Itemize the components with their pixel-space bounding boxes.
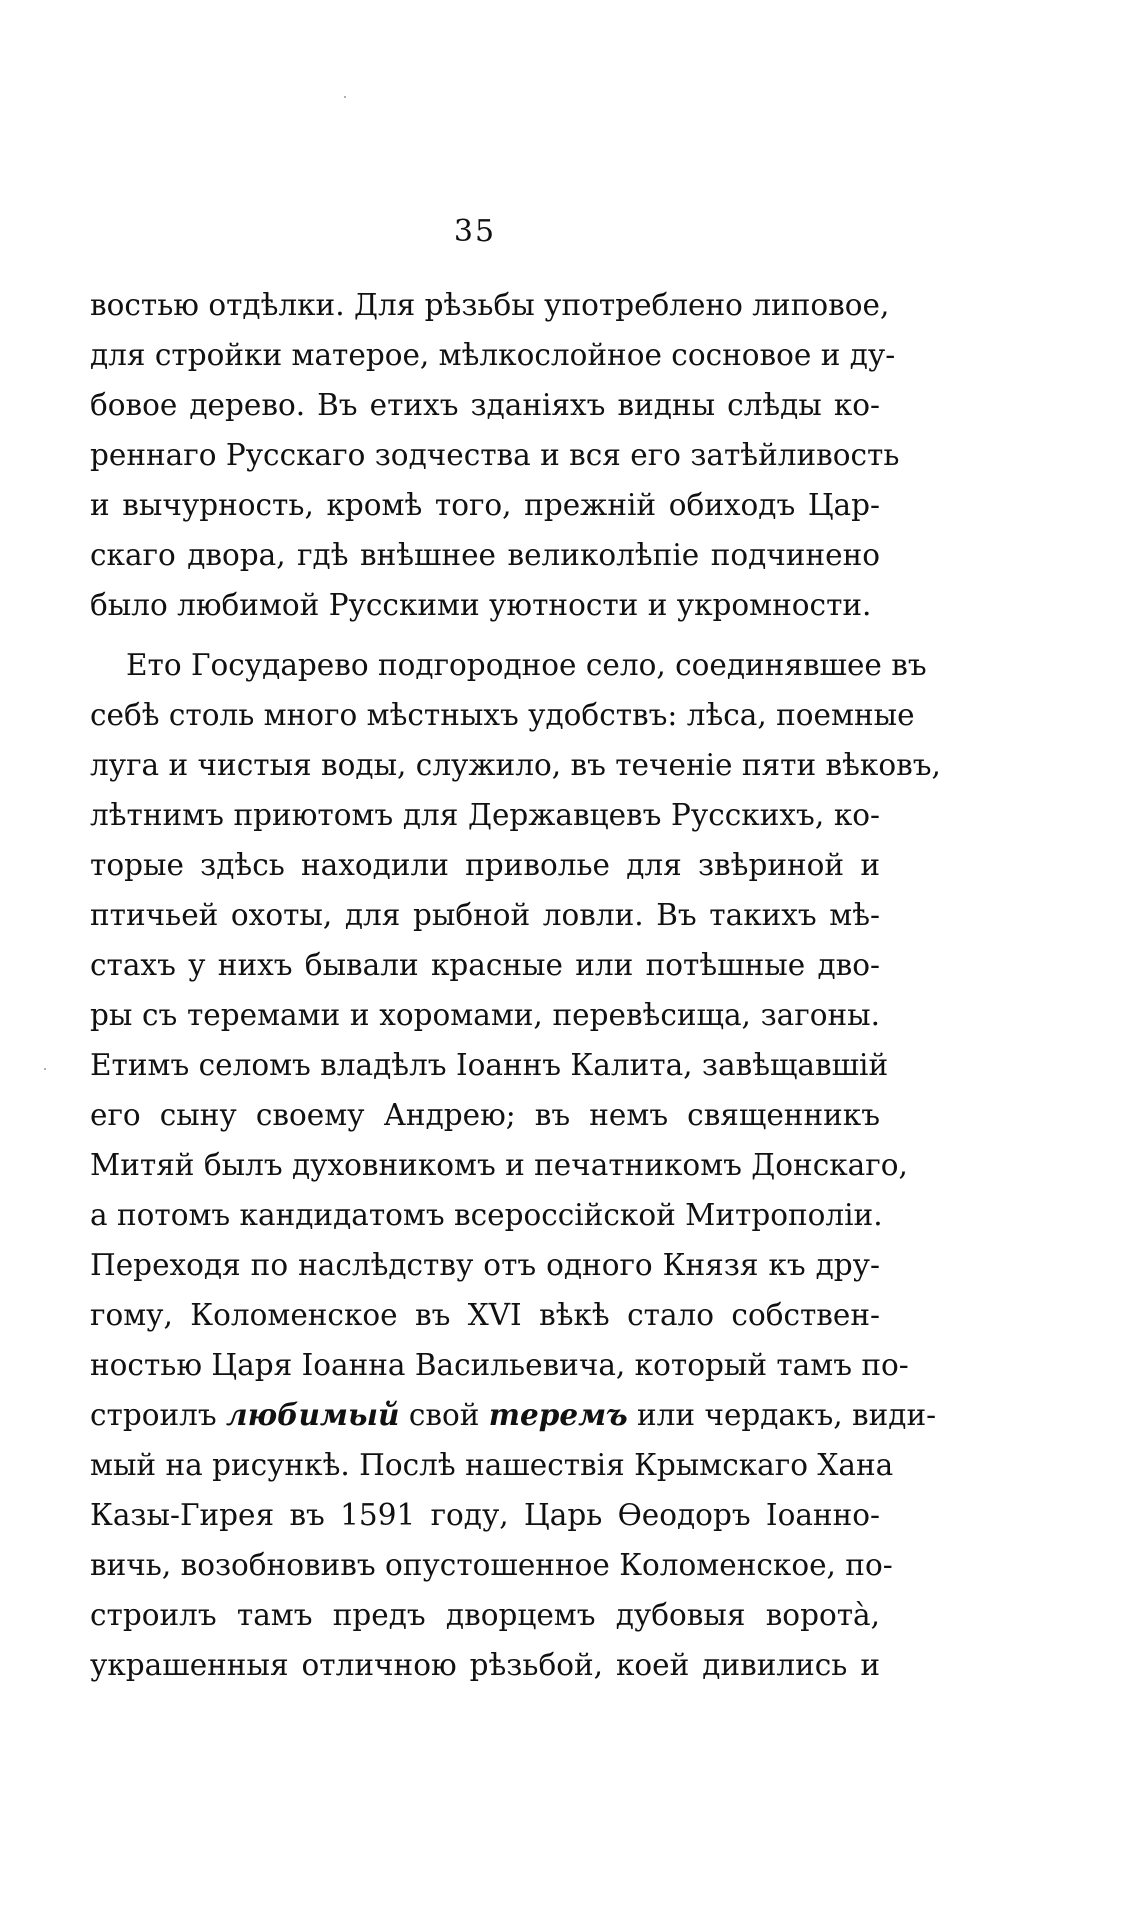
text-line: Ето Государево подгородное село, соединявшее въ (126, 648, 927, 682)
text-line: строилъ тамъ предъ дворцемъ дубовыя ворота̀, (90, 1598, 880, 1632)
emphasized-word: теремъ (488, 1397, 628, 1432)
scan-speck (344, 96, 346, 98)
text-line: востью отдѣлки. Для рѣзьбы употреблено липовое, (90, 288, 890, 322)
emphasized-word: любимый (226, 1397, 400, 1432)
text-line: мый на рисункѣ. Послѣ нашествія Крымскаго Хана (90, 1448, 894, 1482)
text-fragment: или чердакъ, види- (627, 1398, 937, 1432)
text-line: а потомъ кандидатомъ всероссійской Митрополіи. (90, 1198, 883, 1232)
text-line: лѣтнимъ приютомъ для Державцевъ Русскихъ, ко- (90, 798, 880, 832)
text-line: и вычурность, кромѣ того, прежній обиходъ Цар- (90, 488, 880, 522)
page-number: 35 (453, 214, 497, 249)
text-line: скаго двора, гдѣ внѣшнее великолѣпіе подчинено (90, 538, 880, 572)
text-line: украшенныя отличною рѣзьбой, коей дивились и (90, 1648, 880, 1682)
text-fragment: свой (399, 1398, 489, 1432)
body-text (90, 280, 941, 1690)
text-line: Переходя по наслѣдству отъ одного Князя къ дру- (90, 1248, 880, 1282)
text-line: луга и чистыя воды, служило, въ теченіе пяти вѣковъ, (90, 748, 941, 782)
text-line: Митяй былъ духовникомъ и печатникомъ Донскаго, (90, 1148, 908, 1182)
text-fragment: строилъ (90, 1398, 227, 1432)
text-line: стахъ у нихъ бывали красные или потѣшные дво- (90, 948, 880, 982)
scan-speck (44, 1068, 46, 1070)
text-line: для стройки матерое, мѣлкослойное сосновое и ду- (90, 338, 896, 372)
text-line-with-emphasis (90, 1390, 937, 1440)
text-line: было любимой Русскими уютности и укромности. (90, 588, 872, 622)
text-line: Етимъ селомъ владѣлъ Іоаннъ Калита, завѣщавшій (90, 1048, 889, 1082)
text-line: птичьей охоты, для рыбной ловли. Въ такихъ мѣ- (90, 898, 880, 932)
text-line: ры съ теремами и хоромами, перевѣсища, загоны. (90, 998, 880, 1032)
text-line: ностью Царя Іоанна Васильевича, который тамъ по- (90, 1348, 909, 1382)
text-line: его сыну своему Андрею; въ немъ священникъ (90, 1098, 880, 1132)
text-line: гому, Коломенское въ XVI вѣкѣ стало собствен- (90, 1298, 880, 1332)
text-line: бовое дерево. Въ етихъ зданіяхъ видны слѣды ко- (90, 388, 880, 422)
text-line: вичь, возобновивъ опустошенное Коломенское, по- (90, 1548, 893, 1582)
text-line: реннаго Русскаго зодчества и вся его затѣйливость (90, 438, 900, 472)
text-line: торые здѣсь находили приволье для звѣриной и (90, 848, 880, 882)
text-line: Казы-Гирея въ 1591 году, Царь Ѳеодоръ Іоанно- (90, 1498, 880, 1532)
text-line: себѣ столь много мѣстныхъ удобствъ: лѣса, поемные (90, 698, 915, 732)
